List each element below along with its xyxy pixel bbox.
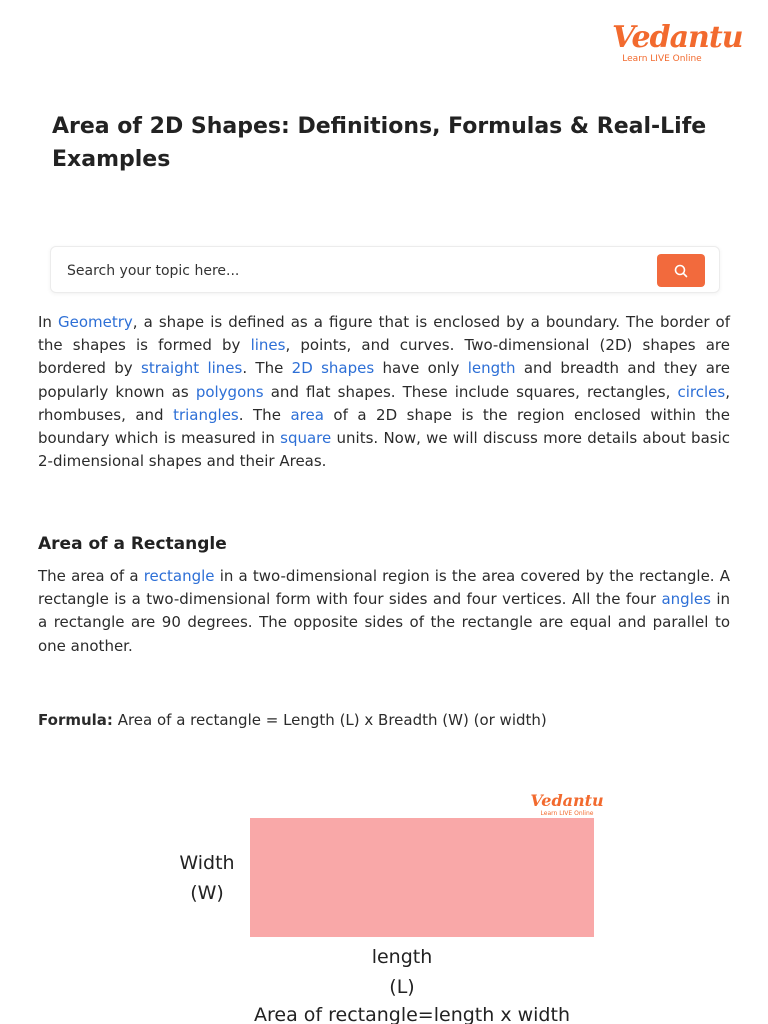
formula-label: Formula: <box>38 711 113 729</box>
vedantu-logo[interactable] <box>612 20 743 64</box>
intro-text: , points, and curves. Two-dimensional (2D) shapes are bordered by <box>38 336 730 378</box>
search-icon <box>674 264 688 278</box>
intro-text: units. Now, we will discuss more details about basic 2-dimensional shapes and their Areas. <box>38 429 730 471</box>
figure-logo-wordmark: Vedantu <box>530 791 604 810</box>
section-heading: Area of a Rectangle <box>38 534 227 554</box>
logo-tagline: Learn LIVE Online <box>622 54 702 64</box>
intro-text: and flat shapes. These include squares, rectangles, <box>263 382 678 401</box>
intro-text: and breadth and they are popularly known as <box>38 359 731 401</box>
link-triangles[interactable]: triangles <box>173 405 239 424</box>
length-label-symbol: (L) <box>389 976 415 998</box>
link-polygons[interactable]: polygons <box>195 382 264 401</box>
formula-line <box>38 711 547 729</box>
search-bar <box>50 246 720 293</box>
logo-wordmark: Vedantu <box>612 20 743 55</box>
link-lines[interactable]: lines <box>250 336 286 355</box>
rectangle-shape <box>250 818 594 937</box>
intro-text: have only <box>374 359 468 378</box>
link-rectangle[interactable]: rectangle <box>143 567 215 585</box>
rectangle-paragraph <box>38 565 730 658</box>
section-text: in a rectangle are 90 degrees. The opposite sides of the rectangle are equal and parallel to one another. <box>38 590 730 655</box>
link-square[interactable]: square <box>280 429 332 448</box>
link-angles[interactable]: angles <box>661 590 711 609</box>
search-button[interactable] <box>657 254 705 287</box>
intro-text: . The <box>238 405 291 424</box>
rectangle-diagram <box>132 782 632 1024</box>
figure-caption: Area of rectangle=length x width <box>254 1004 570 1024</box>
page-title: Area of 2D Shapes: Definitions, Formulas & Real-Life Examples <box>52 114 707 172</box>
width-label-word: Width <box>179 852 235 874</box>
link-circles[interactable]: circles <box>677 382 726 401</box>
width-label-symbol: (W) <box>190 882 224 904</box>
intro-text: In <box>38 313 58 331</box>
section-text: The area of a <box>38 567 144 585</box>
link-length[interactable]: length <box>467 359 516 378</box>
search-input[interactable] <box>65 257 629 285</box>
intro-paragraph <box>38 311 730 473</box>
link-geometry[interactable]: Geometry <box>58 313 133 331</box>
intro-text: . The <box>242 359 292 378</box>
link-straight-lines[interactable]: straight lines <box>141 359 243 378</box>
intro-text: , a shape is defined as a figure that is enclosed by a boundary. The border of the shapes is formed by <box>38 313 731 355</box>
intro-text: , rhombuses, and <box>38 382 730 424</box>
length-label <box>362 942 442 1002</box>
width-label <box>172 848 242 908</box>
link-area[interactable]: area <box>290 405 324 424</box>
link-2d-shapes[interactable]: 2D shapes <box>291 359 375 378</box>
intro-text: of a 2D shape is the region enclosed within the boundary which is measured in <box>38 405 731 448</box>
formula-text: Area of a rectangle = Length (L) x Breadth (W) (or width) <box>112 711 547 729</box>
length-label-word: length <box>371 946 433 968</box>
figure-watermark-logo <box>522 792 612 817</box>
section-text: in a two-dimensional region is the area covered by the rectangle. A rectangle is a two-dimensional form with four sides and four vertices. All the four <box>38 567 731 609</box>
figure-logo-tagline: Learn LIVE Online <box>540 810 594 817</box>
